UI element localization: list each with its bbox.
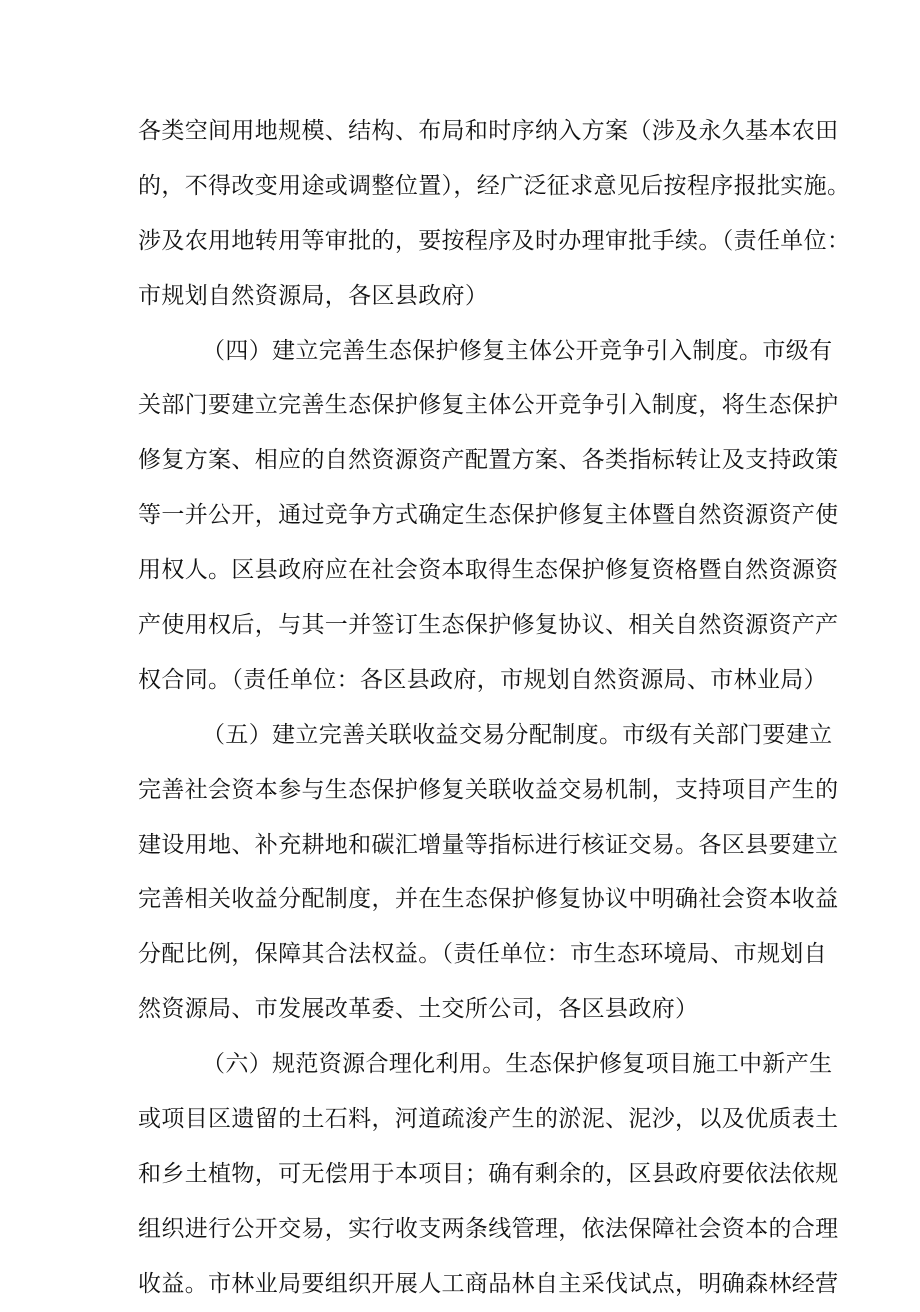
text-line: 关部门要建立完善生态保护修复主体公开竞争引入制度，将生态保护 bbox=[138, 392, 839, 419]
text-line: 的，不得改变用途或调整位置），经广泛征求意见后按程序报批实施。 bbox=[138, 172, 851, 199]
text-line: 涉及农用地转用等审批的，要按程序及时办理审批手续。（责任单位： bbox=[138, 227, 851, 254]
text-line: 产使用权后，与其一并签订生态保护修复协议、相关自然资源资产产 bbox=[138, 612, 839, 639]
text-line: 等一并公开，通过竞争方式确定生态保护修复主体暨自然资源资产使 bbox=[138, 502, 839, 529]
text-line: 建设用地、补充耕地和碳汇增量等指标进行核证交易。各区县要建立 bbox=[138, 831, 839, 858]
text-line: 分配比例，保障其合法权益。（责任单位：市生态环境局、市规划自 bbox=[138, 941, 827, 968]
text-line: 市规划自然资源局，各区县政府） bbox=[138, 282, 489, 309]
text-line: 然资源局、市发展改革委、土交所公司，各区县政府） bbox=[138, 996, 699, 1023]
text-line: 或项目区遗留的土石料，河道疏浚产生的淤泥、泥沙，以及优质表土 bbox=[138, 1106, 839, 1133]
text-line: 完善社会资本参与生态保护修复关联收益交易机制，支持项目产生的 bbox=[138, 776, 839, 803]
text-line: 修复方案、相应的自然资源资产配置方案、各类指标转让及支持政策 bbox=[138, 447, 839, 474]
section-heading-line: （五）建立完善关联收益交易分配制度。市级有关部门要建立 bbox=[202, 721, 833, 748]
text-line: 收益。市林业局要组织开展人工商品林自主采伐试点，明确森林经营 bbox=[138, 1270, 839, 1297]
text-line: 组织进行公开交易，实行收支两条线管理，依法保障社会资本的合理 bbox=[138, 1215, 839, 1242]
text-line: 权合同。（责任单位：各区县政府，市规划自然资源局、市林业局） bbox=[138, 666, 827, 693]
text-line: 和乡土植物，可无偿用于本项目；确有剩余的，区县政府要依法依规 bbox=[138, 1160, 839, 1187]
body-text bbox=[138, 104, 851, 1312]
section-heading-line: （六）规范资源合理化利用。生态保护修复项目施工中新产生 bbox=[202, 1051, 833, 1078]
text-line: 完善相关收益分配制度，并在生态保护修复协议中明确社会资本收益 bbox=[138, 886, 839, 913]
text-line: 各类空间用地规模、结构、布局和时序纳入方案（涉及永久基本农田 bbox=[138, 118, 839, 144]
text-line: 用权人。区县政府应在社会资本取得生态保护修复资格暨自然资源资 bbox=[138, 557, 839, 584]
section-heading-line: （四）建立完善生态保护修复主体公开竞争引入制度。市级有 bbox=[202, 337, 833, 364]
